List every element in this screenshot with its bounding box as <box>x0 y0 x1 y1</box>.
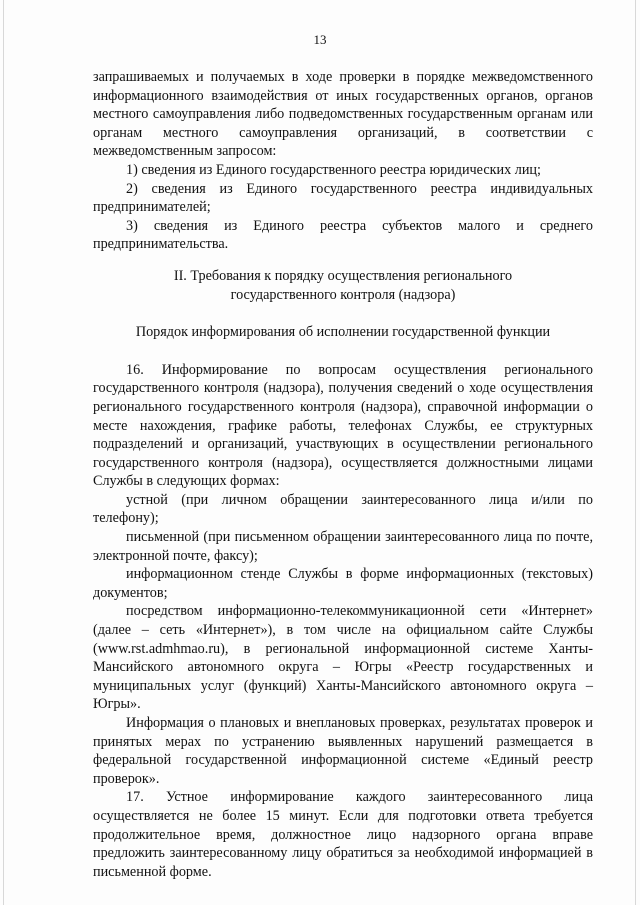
list-item-1: 1) сведения из Единого государственного реестра юридических лиц; <box>126 161 541 178</box>
paragraph-17: 17. Устное информирование каждого заинтересованного лица осуществляется не более 15 минут. Если для подготовки ответа требуется продолжительное время, должностное лицо надзорного органа вправе предложить заинтересованному лицу обратиться за необходимой информацией в письменной форме. <box>93 789 593 880</box>
paragraph-inspections-info: Информация о плановых и внеплановых проверках, результатах проверок и принятых мерах по устранению выявленных нарушений размещается в федеральной государственной информационной системе «Единый реестр проверок». <box>93 715 593 787</box>
form-oral: устной (при личном обращении заинтересованного лица и/или по телефону); <box>93 491 593 527</box>
list-item-3: 3) сведения из Единого реестра субъектов малого и среднего предпринимательства. <box>93 217 593 253</box>
paragraph-continued: запрашиваемых и получаемых в ходе проверки в порядке межведомственного информационного взаимодействия от иных государственных органов, органов местного самоуправления либо подведомственных государственным органам или органам местного самоуправления организаций, в соответствии с межведомственным запросом: <box>93 69 593 160</box>
scan-edge-left <box>3 0 4 905</box>
subheading: Порядок информирования об исполнении государственной функции <box>135 324 551 341</box>
paragraph-16: 16. Информирование по вопросам осуществления регионального государственного контроля (надзора), получения сведений о ходе осуществления регионального государственного контроля (надзора), справочной информации о месте нахождения, графике работы, телефонах Службы, ее структурных подразделений и организаций, участвующих в осуществлении регионального государственного контроля (надзора), осуществляется должностными лицами Службы в следующих формах: <box>93 361 593 490</box>
form-info-stand: информационном стенде Службы в форме информационных (текстовых) документов; <box>93 566 593 601</box>
section-heading-line-1: II. Требования к порядку осуществления регионального <box>173 267 513 284</box>
scan-edge-right <box>635 0 636 905</box>
document-body <box>93 68 593 881</box>
form-internet: посредством информационно-телекоммуникационной сети «Интернет» (далее – сеть «Интернет»), в том числе на официальном сайте Службы (www.rst.admhmao.ru), в региональной информационной системе Ханты-Мансийского автономного округа – Югры «Реестр государственных и муниципальных услуг (функций) Ханты-Мансийского автономного округа – Югры». <box>93 603 593 713</box>
page-number: 13 <box>313 32 327 47</box>
list-item-2: 2) сведения из Единого государственного реестра индивидуальных предпринимателей; <box>93 180 593 216</box>
section-heading-line-2: государственного контроля (надзора) <box>230 286 456 303</box>
form-written: письменной (при письменном обращении заинтересованного лица по почте, электронной почте, факсу); <box>93 529 593 564</box>
